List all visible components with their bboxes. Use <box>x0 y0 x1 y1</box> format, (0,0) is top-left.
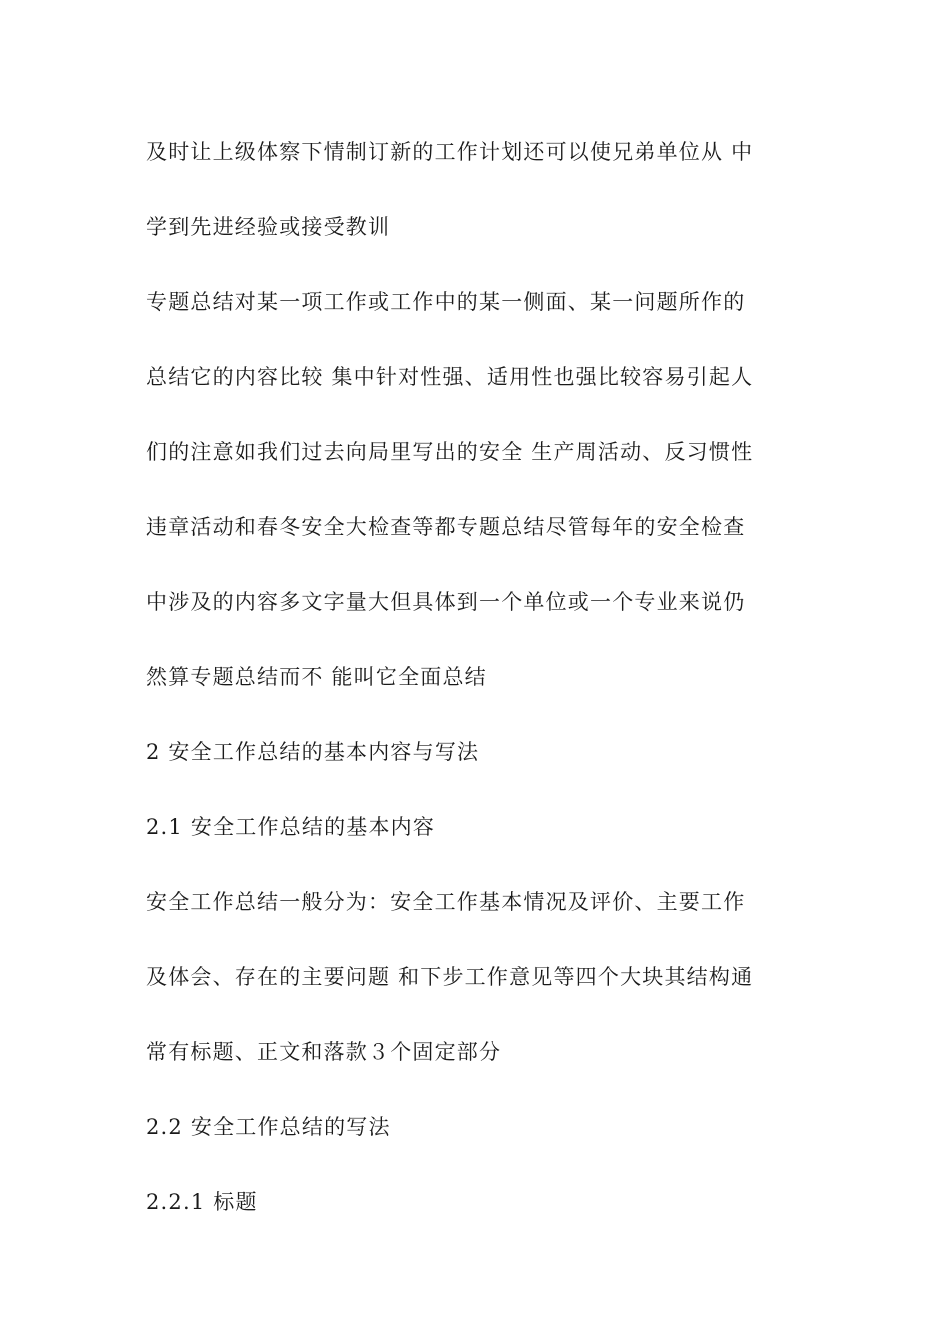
paragraph-line: 然算专题总结而不 能叫它全面总结 <box>146 665 487 689</box>
paragraph-line: 专题总结对某一项工作或工作中的某一侧面、某一问题所作的 <box>146 290 746 314</box>
paragraph-line: 总结它的内容比较 集中针对性强、适用性也强比较容易引起人 <box>146 365 754 389</box>
paragraph-line: 及体会、存在的主要问题 和下步工作意见等四个大块其结构通 <box>146 965 754 989</box>
paragraph-line: 们的注意如我们过去向局里写出的安全 生产周活动、反习惯性 <box>146 440 754 464</box>
paragraph-line: 违章活动和春冬安全大检查等都专题总结尽管每年的安全检查 <box>146 515 746 539</box>
subsection-heading: 2.1 安全工作总结的基本内容 <box>146 815 436 839</box>
paragraph-line: 学到先进经验或接受教训 <box>146 215 391 239</box>
subsubsection-heading: 2.2.1 标题 <box>146 1190 258 1214</box>
paragraph-line: 常有标题、正文和落款３个固定部分 <box>146 1040 502 1064</box>
paragraph-line: 及时让上级体察下情制订新的工作计划还可以使兄弟单位从 中 <box>146 140 754 164</box>
section-heading: 2 安全工作总结的基本内容与写法 <box>146 740 480 764</box>
paragraph-line: 中涉及的内容多文字量大但具体到一个单位或一个专业来说仍 <box>146 590 746 614</box>
subsection-heading: 2.2 安全工作总结的写法 <box>146 1115 391 1139</box>
paragraph-line: 安全工作总结一般分为：安全工作基本情况及评价、主要工作 <box>146 890 746 914</box>
document-body <box>146 133 816 1258</box>
